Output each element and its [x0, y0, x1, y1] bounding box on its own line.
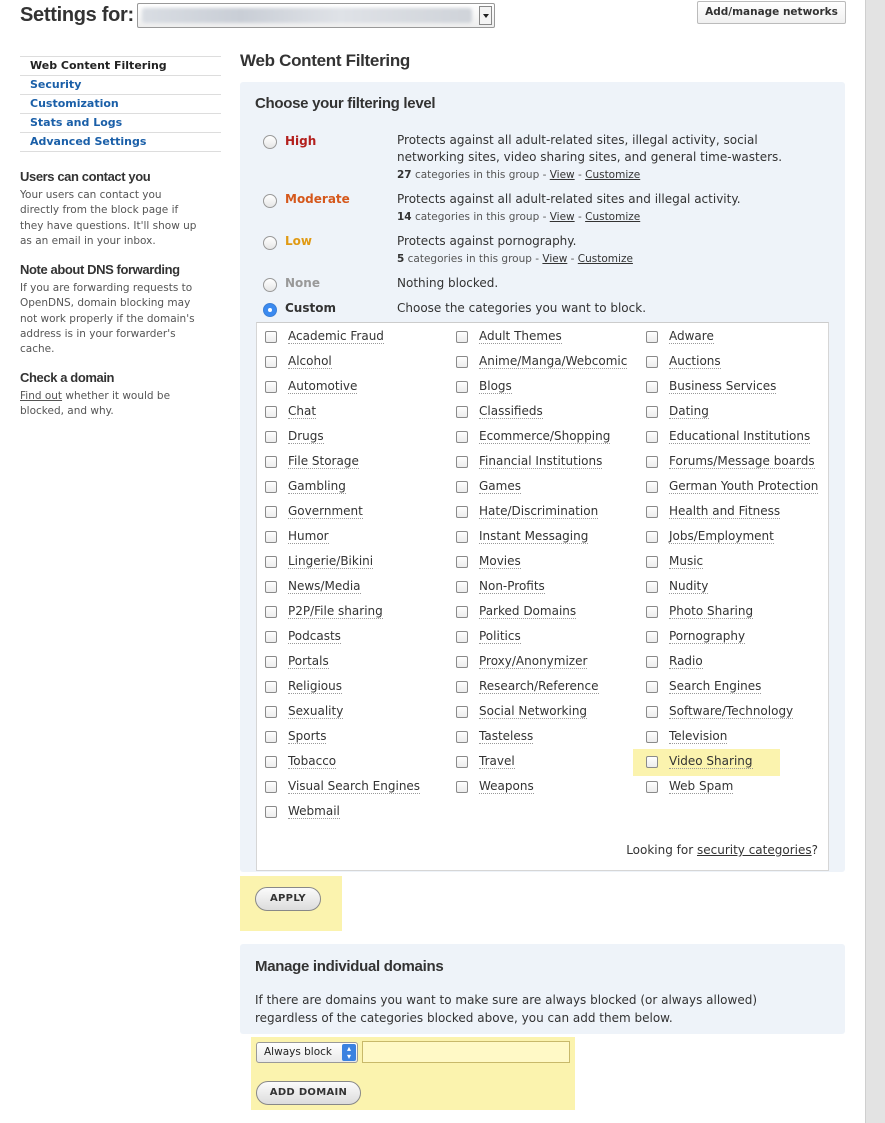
- category-label: Financial Institutions: [479, 454, 603, 468]
- category-checkbox[interactable]: [265, 681, 277, 693]
- radio-high[interactable]: [263, 135, 277, 149]
- customize-low-link[interactable]: Customize: [577, 253, 633, 265]
- category-checkbox[interactable]: [646, 681, 658, 693]
- category-checkbox[interactable]: [265, 556, 277, 568]
- category-label: Social Networking: [479, 704, 588, 718]
- category-checkbox[interactable]: [265, 706, 277, 718]
- category-label: Parked Domains: [479, 604, 577, 618]
- add-domain-button[interactable]: ADD DOMAIN: [256, 1081, 361, 1105]
- category-checkbox[interactable]: [265, 531, 277, 543]
- security-categories-link[interactable]: security categories: [696, 843, 812, 857]
- category-checkbox[interactable]: [646, 331, 658, 343]
- category-checkbox[interactable]: [456, 406, 468, 418]
- category-label: Adult Themes: [479, 329, 562, 343]
- category-label: Jobs/Employment: [669, 529, 774, 543]
- category-checkbox[interactable]: [456, 681, 468, 693]
- check-title: Check a domain: [20, 370, 115, 385]
- category-label: Webmail: [288, 804, 340, 818]
- check-text: Find out whether it would be blocked, and why.: [20, 390, 171, 418]
- category-checkbox[interactable]: [456, 606, 468, 618]
- chevron-down-icon[interactable]: [479, 6, 492, 25]
- nav-item-security[interactable]: Security: [20, 76, 221, 95]
- category-checkbox[interactable]: [456, 731, 468, 743]
- level-name-custom[interactable]: Custom: [285, 301, 336, 315]
- category-checkbox[interactable]: [265, 581, 277, 593]
- domain-input[interactable]: [362, 1041, 570, 1063]
- dns-note-block: [20, 262, 200, 357]
- category-checkbox[interactable]: [646, 431, 658, 443]
- category-label: Lingerie/Bikini: [288, 554, 374, 568]
- level-desc-custom: Choose the categories you want to block.: [397, 301, 647, 315]
- category-label: Adware: [669, 329, 714, 343]
- security-categories-note: Looking for security categories?: [626, 843, 818, 857]
- category-checkbox[interactable]: [265, 456, 277, 468]
- dns-title: Note about DNS forwarding: [20, 262, 180, 277]
- category-checkbox[interactable]: [646, 456, 658, 468]
- category-checkbox[interactable]: [456, 456, 468, 468]
- category-checkbox[interactable]: [456, 656, 468, 668]
- category-checkbox[interactable]: [456, 556, 468, 568]
- category-label: Blogs: [479, 379, 512, 393]
- category-label: Academic Fraud: [288, 329, 384, 343]
- category-label: Pornography: [669, 629, 746, 643]
- block-mode-value: Always block: [264, 1046, 333, 1058]
- category-label: Educational Institutions: [669, 429, 811, 443]
- radio-moderate[interactable]: [263, 194, 277, 208]
- category-label: Visual Search Engines: [288, 779, 421, 793]
- add-manage-networks-button[interactable]: Add/manage networks: [697, 1, 846, 24]
- category-list: [256, 322, 829, 871]
- view-low-link[interactable]: View: [542, 253, 568, 265]
- category-checkbox[interactable]: [456, 331, 468, 343]
- category-label: Hate/Discrimination: [479, 504, 599, 518]
- category-checkbox[interactable]: [265, 806, 277, 818]
- nav-item-advanced-settings[interactable]: Advanced Settings: [20, 133, 221, 152]
- level-name-low[interactable]: Low: [285, 234, 312, 248]
- category-checkbox[interactable]: [456, 756, 468, 768]
- category-label: Alcohol: [288, 354, 332, 368]
- radio-none[interactable]: [263, 278, 277, 292]
- level-name-high[interactable]: High: [285, 134, 317, 148]
- category-label: Proxy/Anonymizer: [479, 654, 588, 668]
- network-name-redacted: [142, 8, 472, 23]
- contact-text: Your users can contact you directly from the block page if they have questions. It'll show up as an email in your inbox.: [20, 189, 197, 247]
- domains-panel-title: Manage individual domains: [255, 958, 444, 975]
- category-label: Tobacco: [288, 754, 337, 768]
- dns-text: If you are forwarding requests to OpenDNS, domain blocking may not work properly if the domain's address is in your forwarder's cache.: [20, 282, 195, 356]
- level-desc-low: Protects against pornography.: [397, 234, 577, 248]
- category-checkbox[interactable]: [265, 781, 277, 793]
- page-scrollbar[interactable]: [865, 0, 885, 1123]
- category-checkbox[interactable]: [265, 756, 277, 768]
- page-title: Web Content Filtering: [240, 51, 410, 70]
- domains-panel-desc: If there are domains you want to make sure are always blocked (or always allowed) regardless of the categories blocked above, you can add them below.: [255, 993, 757, 1025]
- category-checkbox[interactable]: [646, 481, 658, 493]
- category-label: Auctions: [669, 354, 721, 368]
- settings-for-title: Settings for:: [20, 4, 134, 26]
- category-label: Anime/Manga/Webcomic: [479, 354, 628, 368]
- level-name-none[interactable]: None: [285, 276, 320, 290]
- category-checkbox[interactable]: [456, 581, 468, 593]
- category-checkbox[interactable]: [646, 506, 658, 518]
- category-checkbox[interactable]: [646, 356, 658, 368]
- customize-high-link[interactable]: Customize: [585, 169, 641, 181]
- category-label: German Youth Protection: [669, 479, 819, 493]
- view-high-link[interactable]: View: [549, 169, 575, 181]
- category-label: Tasteless: [479, 729, 534, 743]
- block-mode-select[interactable]: [256, 1042, 358, 1063]
- category-checkbox[interactable]: [265, 431, 277, 443]
- check-domain-block: [20, 370, 200, 420]
- category-label: Non-Profits: [479, 579, 545, 593]
- category-checkbox[interactable]: [265, 506, 277, 518]
- category-checkbox[interactable]: [456, 781, 468, 793]
- category-label: Nudity: [669, 579, 709, 593]
- category-checkbox[interactable]: [646, 656, 658, 668]
- category-checkbox[interactable]: [265, 606, 277, 618]
- category-checkbox[interactable]: [265, 406, 277, 418]
- category-label: File Storage: [288, 454, 359, 468]
- category-checkbox[interactable]: [646, 556, 658, 568]
- category-label: Sports: [288, 729, 327, 743]
- category-label: Games: [479, 479, 521, 493]
- category-label: Forums/Message boards: [669, 454, 815, 468]
- category-label: Portals: [288, 654, 329, 668]
- category-label: Politics: [479, 629, 521, 643]
- category-checkbox[interactable]: [456, 531, 468, 543]
- category-label: Video Sharing: [669, 754, 753, 768]
- category-checkbox[interactable]: [456, 631, 468, 643]
- category-checkbox[interactable]: [646, 706, 658, 718]
- level-meta-moderate: 14 categories in this group - View - Customize: [397, 211, 641, 223]
- category-label: Dating: [669, 404, 709, 418]
- find-out-link[interactable]: Find out: [20, 390, 63, 402]
- category-label: Research/Reference: [479, 679, 599, 693]
- nav-item-web-content-filtering[interactable]: Web Content Filtering: [20, 57, 221, 76]
- category-checkbox[interactable]: [646, 531, 658, 543]
- select-arrows-icon: ▴ ▾: [342, 1044, 356, 1061]
- category-label: Government: [288, 504, 363, 518]
- category-label: Automotive: [288, 379, 358, 393]
- category-label: News/Media: [288, 579, 361, 593]
- category-label: Chat: [288, 404, 317, 418]
- category-label: Religious: [288, 679, 342, 693]
- category-checkbox[interactable]: [456, 706, 468, 718]
- category-checkbox[interactable]: [456, 481, 468, 493]
- category-checkbox[interactable]: [646, 731, 658, 743]
- category-label: Classifieds: [479, 404, 543, 418]
- category-checkbox[interactable]: [646, 406, 658, 418]
- network-select[interactable]: [137, 3, 495, 28]
- category-label: Software/Technology: [669, 704, 794, 718]
- category-label: Travel: [479, 754, 515, 768]
- level-desc-high: Protects against all adult-related sites, illegal activity, social networking sites, video sharing sites, and general time-wasters.: [397, 133, 783, 164]
- category-checkbox[interactable]: [265, 631, 277, 643]
- category-checkbox[interactable]: [646, 606, 658, 618]
- level-meta-high: 27 categories in this group - View - Customize: [397, 169, 641, 181]
- category-label: Search Engines: [669, 679, 762, 693]
- level-desc-none: Nothing blocked.: [397, 276, 499, 290]
- settings-nav: [20, 56, 221, 152]
- nav-item-customization[interactable]: Customization: [20, 95, 221, 114]
- customize-moderate-link[interactable]: Customize: [585, 211, 641, 223]
- category-label: Music: [669, 554, 704, 568]
- contact-info-block: [20, 169, 200, 249]
- category-checkbox[interactable]: [265, 481, 277, 493]
- category-checkbox[interactable]: [646, 631, 658, 643]
- category-checkbox[interactable]: [265, 656, 277, 668]
- category-label: Movies: [479, 554, 521, 568]
- level-desc-moderate: Protects against all adult-related sites and illegal activity.: [397, 192, 741, 206]
- category-label: Health and Fitness: [669, 504, 781, 518]
- category-label: Instant Messaging: [479, 529, 589, 543]
- radio-low[interactable]: [263, 236, 277, 250]
- category-checkbox[interactable]: [456, 356, 468, 368]
- category-checkbox[interactable]: [646, 781, 658, 793]
- category-label: Business Services: [669, 379, 777, 393]
- level-meta-low: 5 categories in this group - View - Customize: [397, 253, 633, 265]
- contact-title: Users can contact you: [20, 169, 151, 184]
- category-label: Sexuality: [288, 704, 344, 718]
- category-label: Drugs: [288, 429, 324, 443]
- category-label: Gambling: [288, 479, 346, 493]
- category-label: Podcasts: [288, 629, 341, 643]
- category-label: P2P/File sharing: [288, 604, 383, 618]
- category-checkbox[interactable]: [456, 381, 468, 393]
- category-checkbox[interactable]: [456, 506, 468, 518]
- category-label: Photo Sharing: [669, 604, 754, 618]
- category-checkbox[interactable]: [646, 381, 658, 393]
- category-checkbox[interactable]: [646, 756, 658, 768]
- filtering-panel-title: Choose your filtering level: [255, 95, 436, 112]
- level-name-moderate[interactable]: Moderate: [285, 192, 350, 206]
- category-checkbox[interactable]: [265, 331, 277, 343]
- category-checkbox[interactable]: [265, 731, 277, 743]
- category-checkbox[interactable]: [456, 431, 468, 443]
- category-checkbox[interactable]: [646, 581, 658, 593]
- category-label: Ecommerce/Shopping: [479, 429, 611, 443]
- category-checkbox[interactable]: [265, 356, 277, 368]
- radio-custom[interactable]: [263, 303, 277, 317]
- category-label: Web Spam: [669, 779, 734, 793]
- category-label: Television: [669, 729, 728, 743]
- category-checkbox[interactable]: [265, 381, 277, 393]
- nav-item-stats-and-logs[interactable]: Stats and Logs: [20, 114, 221, 133]
- category-label: Radio: [669, 654, 703, 668]
- view-moderate-link[interactable]: View: [549, 211, 575, 223]
- apply-button[interactable]: APPLY: [255, 887, 321, 911]
- category-label: Weapons: [479, 779, 534, 793]
- category-label: Humor: [288, 529, 329, 543]
